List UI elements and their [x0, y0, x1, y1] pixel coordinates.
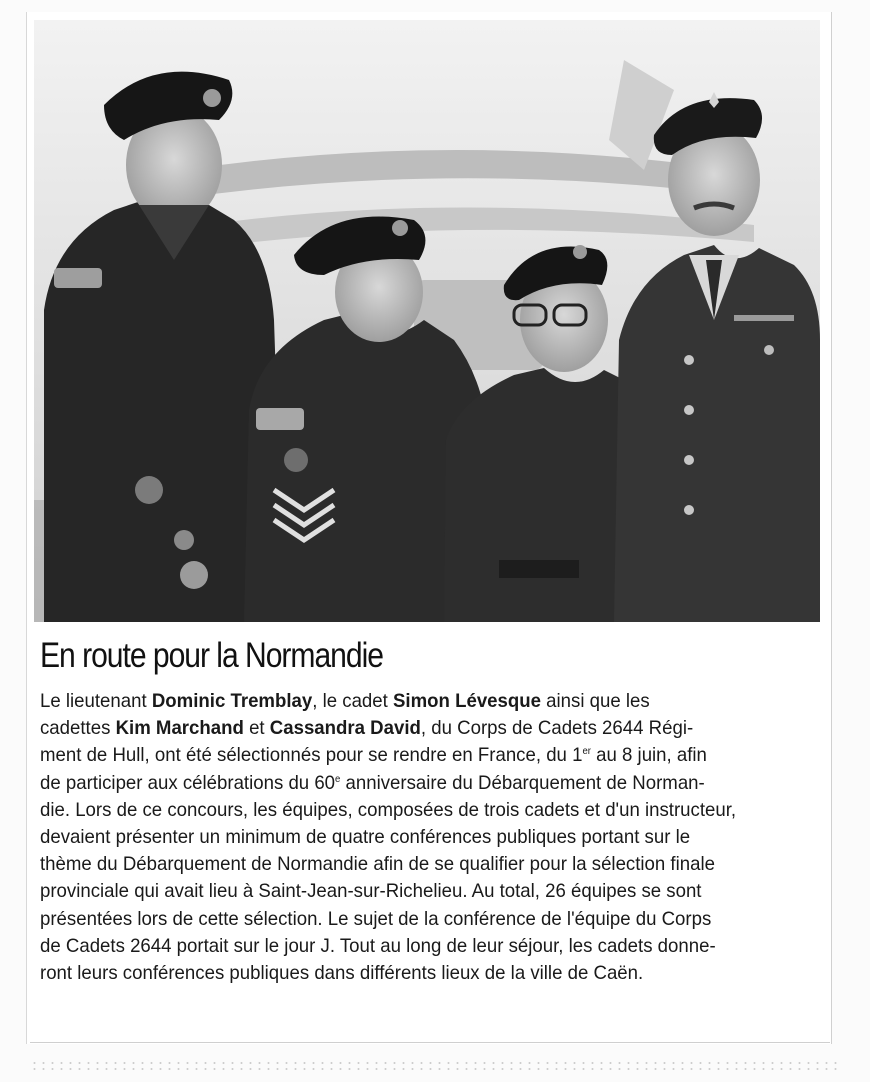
caption-line: de participer aux célébrations du 60e anniversaire du Débarquement de Norman- — [40, 771, 705, 794]
article-headline: En route pour la Normandie — [40, 636, 383, 675]
cadets-photo — [34, 20, 820, 622]
cadets-photo-illustration — [34, 20, 820, 622]
scan-speckle — [30, 1060, 840, 1072]
caption-line: devaient présenter un minimum de quatre conférences publiques portant sur le — [40, 826, 691, 849]
person-name: Cassandra David — [269, 717, 421, 740]
caption-line: présentées lors de cette sélection. Le sujet de la conférence de l'équipe du Corps — [40, 907, 712, 930]
person-name: Simon Lévesque — [393, 690, 542, 712]
person-name: Dominic Tremblay — [151, 690, 313, 712]
person-name: Kim Marchand — [115, 717, 244, 740]
caption-line: thème du Débarquement de Normandie afin de se qualifier pour la sélection finale — [40, 853, 715, 876]
caption-line: die. Lors de ce concours, les équipes, composées de trois cadets et d'un instructeur, — [40, 798, 737, 821]
caption-line: de Cadets 2644 portait sur le jour J. Tout au long de leur séjour, les cadets donne- — [40, 934, 716, 957]
caption-line: provinciale qui avait lieu à Saint-Jean-sur-Richelieu. Au total, 26 équipes se sont — [40, 880, 702, 903]
bottom-divider — [30, 1042, 830, 1043]
article-caption — [40, 688, 830, 987]
caption-line: ment de Hull, ont été sélectionnés pour se rendre en France, du 1er au 8 juin, afin — [40, 744, 707, 767]
caption-line: Le lieutenant Dominic Tremblay, le cadet Simon Lévesque ainsi que les — [40, 690, 650, 712]
caption-line: ront leurs conférences publiques dans différents lieux de la ville de Caën. — [40, 962, 644, 985]
caption-line: cadettes Kim Marchand et Cassandra David, du Corps de Cadets 2644 Régi- — [40, 717, 694, 740]
